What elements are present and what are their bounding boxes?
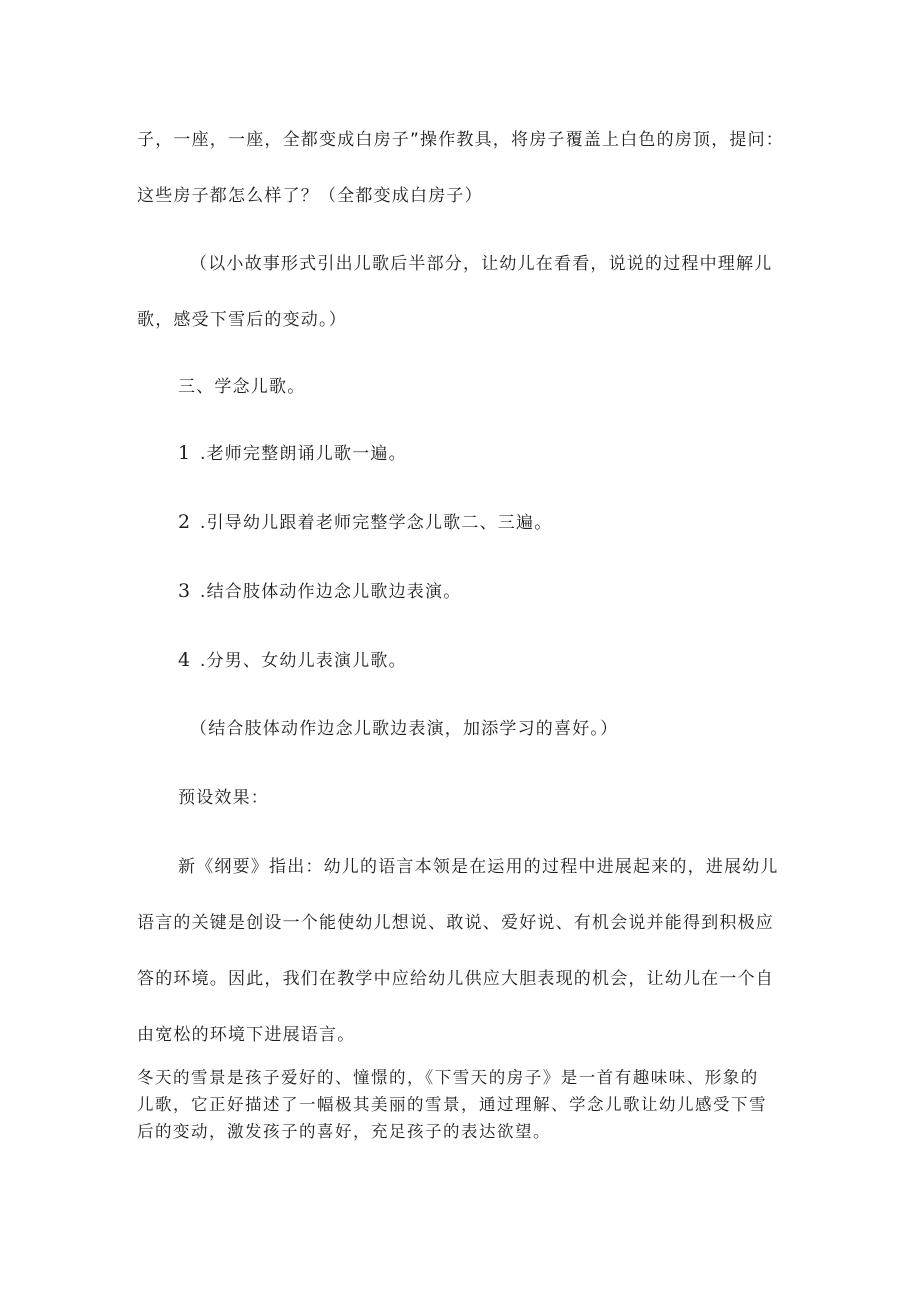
paragraph-line: 答的环境。因此，我们在教学中应给幼儿供应大胆表现的机会，让幼儿在一个自 [137, 969, 774, 989]
step-text: .老师完整朗诵儿歌一遍。 [200, 444, 407, 464]
step-text: .结合肢体动作边念儿歌边表演。 [200, 582, 462, 602]
section-heading: 三、学念儿歌。 [178, 377, 306, 397]
step-item [178, 441, 848, 466]
step-item [178, 648, 848, 673]
summary-line: 后的变动，激发孩子的喜好，充足孩子的表达欲望。 [137, 1122, 551, 1141]
note-line: （结合肢体动作边念儿歌边表演，加添学习的喜好。） [190, 719, 619, 739]
step-text: .分男、女幼儿表演儿歌。 [200, 651, 407, 671]
summary-line: 冬天的雪景是孩子爱好的、憧憬的，《下雪天的房子》是一首有趣味味、形象的 [137, 1068, 759, 1087]
step-item [178, 579, 848, 604]
paragraph-line: 歌，感受下雪后的变动。） [137, 310, 347, 330]
paragraph-line: 由宽松的环境下进展语言。 [137, 1025, 356, 1045]
paragraph-line: （以小故事形式引出儿歌后半部分，让幼儿在看看，说说的过程中理解儿 [190, 254, 773, 274]
step-number: 1 [178, 442, 192, 464]
paragraph-line: 子，一座，一座，全都变成白房子”操作教具，将房子覆盖上白色的房顶，提问： [137, 130, 785, 150]
summary-line: 儿歌，它正好描述了一幅极其美丽的雪景，通过理解、学念儿歌让幼儿感受下雪 [137, 1095, 767, 1114]
paragraph-line: 新《纲要》指出：幼儿的语言本领是在运用的过程中进展起来的，进展幼儿 [178, 857, 779, 877]
effect-heading: 预设效果： [178, 788, 269, 808]
step-number: 2 [178, 511, 192, 533]
summary-paragraph [137, 1064, 817, 1145]
paragraph-line: 这些房子都怎么样了？（全都变成白房子） [137, 186, 483, 206]
step-number: 4 [178, 649, 192, 671]
step-item [178, 510, 848, 535]
step-text: .引导幼儿跟着老师完整学念儿歌二、三遍。 [200, 513, 553, 533]
paragraph-line: 语言的关键是创设一个能使幼儿想说、敢说、爱好说、有机会说并能得到积极应 [137, 913, 774, 933]
step-number: 3 [178, 580, 192, 602]
